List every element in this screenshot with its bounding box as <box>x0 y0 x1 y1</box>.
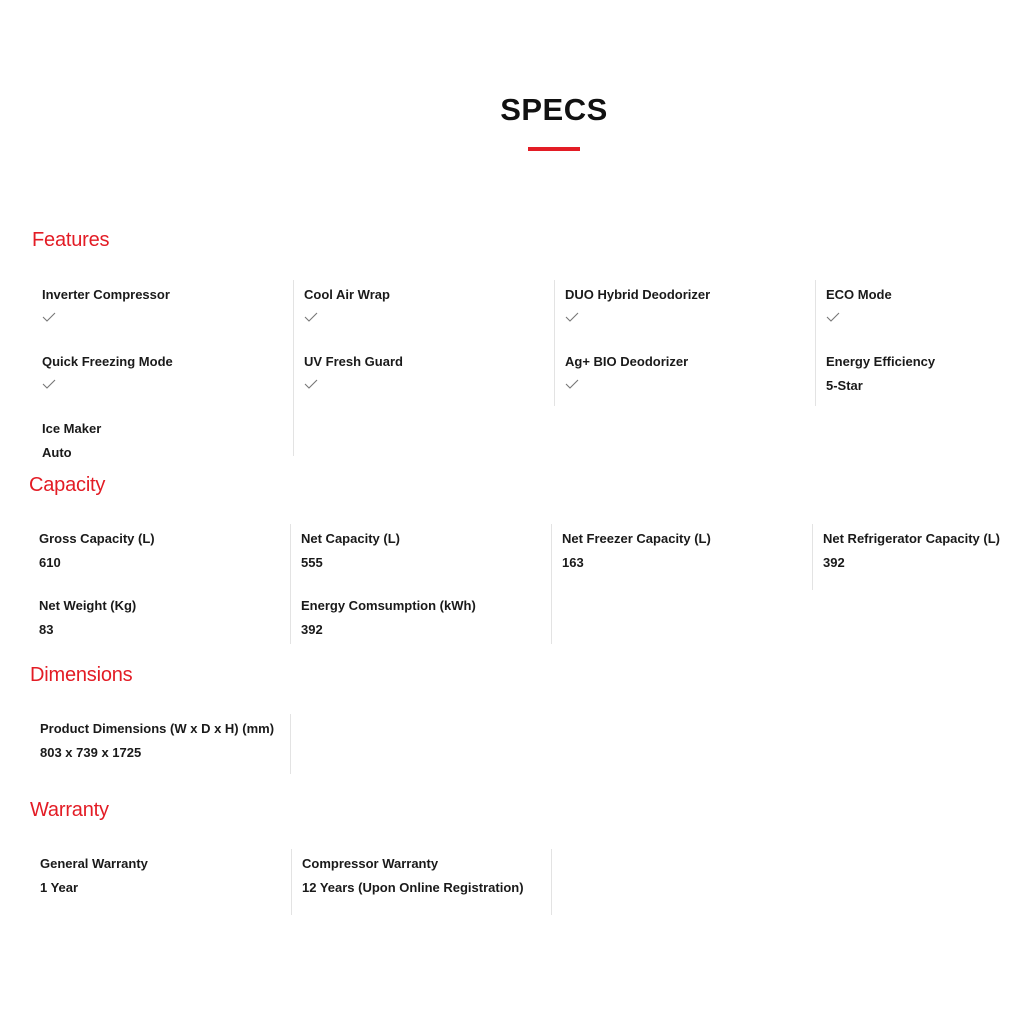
spec-energy-consumption <box>301 598 550 658</box>
spec-value: Auto <box>42 445 72 460</box>
spec-value: 392 <box>301 622 323 637</box>
spec-value: 5-Star <box>826 378 863 393</box>
spec-label: Ag+ BIO Deodorizer <box>565 354 689 369</box>
check-icon <box>304 311 318 323</box>
title-underline <box>528 147 580 151</box>
spec-label: DUO Hybrid Deodorizer <box>565 287 711 302</box>
capacity-heading: Capacity <box>29 474 106 496</box>
capacity-column-2 <box>290 524 550 644</box>
spec-label: ECO Mode <box>826 287 892 302</box>
spec-label: Gross Capacity (L) <box>39 531 155 546</box>
features-column-1 <box>32 280 292 460</box>
spec-gross-capacity <box>39 531 289 591</box>
features-column-2 <box>293 280 553 456</box>
check-icon <box>42 311 56 323</box>
page-title: SPECS <box>500 92 608 127</box>
spec-net-refrigerator-capacity <box>823 531 1017 591</box>
spec-value: 555 <box>301 555 323 570</box>
spec-inverter-compressor <box>42 287 292 347</box>
spec-value: 803 x 739 x 1725 <box>40 745 142 760</box>
dimensions-divider <box>290 714 301 774</box>
features-heading: Features <box>32 229 110 251</box>
spec-label: Cool Air Wrap <box>304 287 390 302</box>
spec-cool-air-wrap <box>304 287 553 347</box>
spec-value: 610 <box>39 555 61 570</box>
spec-product-dimensions <box>40 721 290 781</box>
spec-net-weight <box>39 598 289 658</box>
spec-duo-hybrid-deodorizer <box>565 287 814 347</box>
spec-value: 392 <box>823 555 845 570</box>
dimensions-column-1 <box>30 714 290 774</box>
spec-quick-freezing-mode <box>42 354 292 414</box>
spec-label: Energy Efficiency <box>826 354 936 369</box>
warranty-divider <box>551 849 562 915</box>
spec-compressor-warranty <box>302 856 551 916</box>
spec-value: 1 Year <box>40 880 79 895</box>
check-icon <box>42 378 56 390</box>
spec-net-capacity <box>301 531 550 591</box>
check-icon <box>304 378 318 390</box>
spec-label: Net Refrigerator Capacity (L) <box>823 531 1000 546</box>
spec-energy-efficiency <box>826 354 1015 414</box>
spec-label: Net Capacity (L) <box>301 531 400 546</box>
spec-label: Energy Comsumption (kWh) <box>301 598 476 613</box>
capacity-column-4 <box>812 524 1017 590</box>
spec-label: Compressor Warranty <box>302 856 439 871</box>
spec-value: 83 <box>39 622 54 637</box>
spec-ice-maker <box>42 421 292 481</box>
check-icon <box>565 311 579 323</box>
spec-value: 12 Years (Upon Online Registration) <box>302 880 524 895</box>
spec-label: Inverter Compressor <box>42 287 170 302</box>
spec-label: Net Freezer Capacity (L) <box>562 531 711 546</box>
spec-general-warranty <box>40 856 290 916</box>
spec-label: Net Weight (Kg) <box>39 598 137 613</box>
spec-ag-bio-deodorizer <box>565 354 814 414</box>
check-icon <box>826 311 840 323</box>
warranty-heading: Warranty <box>30 799 109 821</box>
spec-value: 163 <box>562 555 584 570</box>
spec-label: UV Fresh Guard <box>304 354 403 369</box>
spec-label: Quick Freezing Mode <box>42 354 173 369</box>
capacity-column-3 <box>551 524 811 644</box>
features-column-3 <box>554 280 814 406</box>
spec-label: Ice Maker <box>42 421 102 436</box>
check-icon <box>565 378 579 390</box>
warranty-column-1 <box>30 849 290 915</box>
spec-label: Product Dimensions (W x D x H) (mm) <box>40 721 275 736</box>
warranty-column-2 <box>291 849 551 915</box>
capacity-column-1 <box>29 524 289 644</box>
features-column-4 <box>815 280 1015 406</box>
dimensions-heading: Dimensions <box>30 664 133 686</box>
spec-label: General Warranty <box>40 856 148 871</box>
spec-uv-fresh-guard <box>304 354 553 414</box>
spec-net-freezer-capacity <box>562 531 811 591</box>
spec-eco-mode <box>826 287 1015 347</box>
